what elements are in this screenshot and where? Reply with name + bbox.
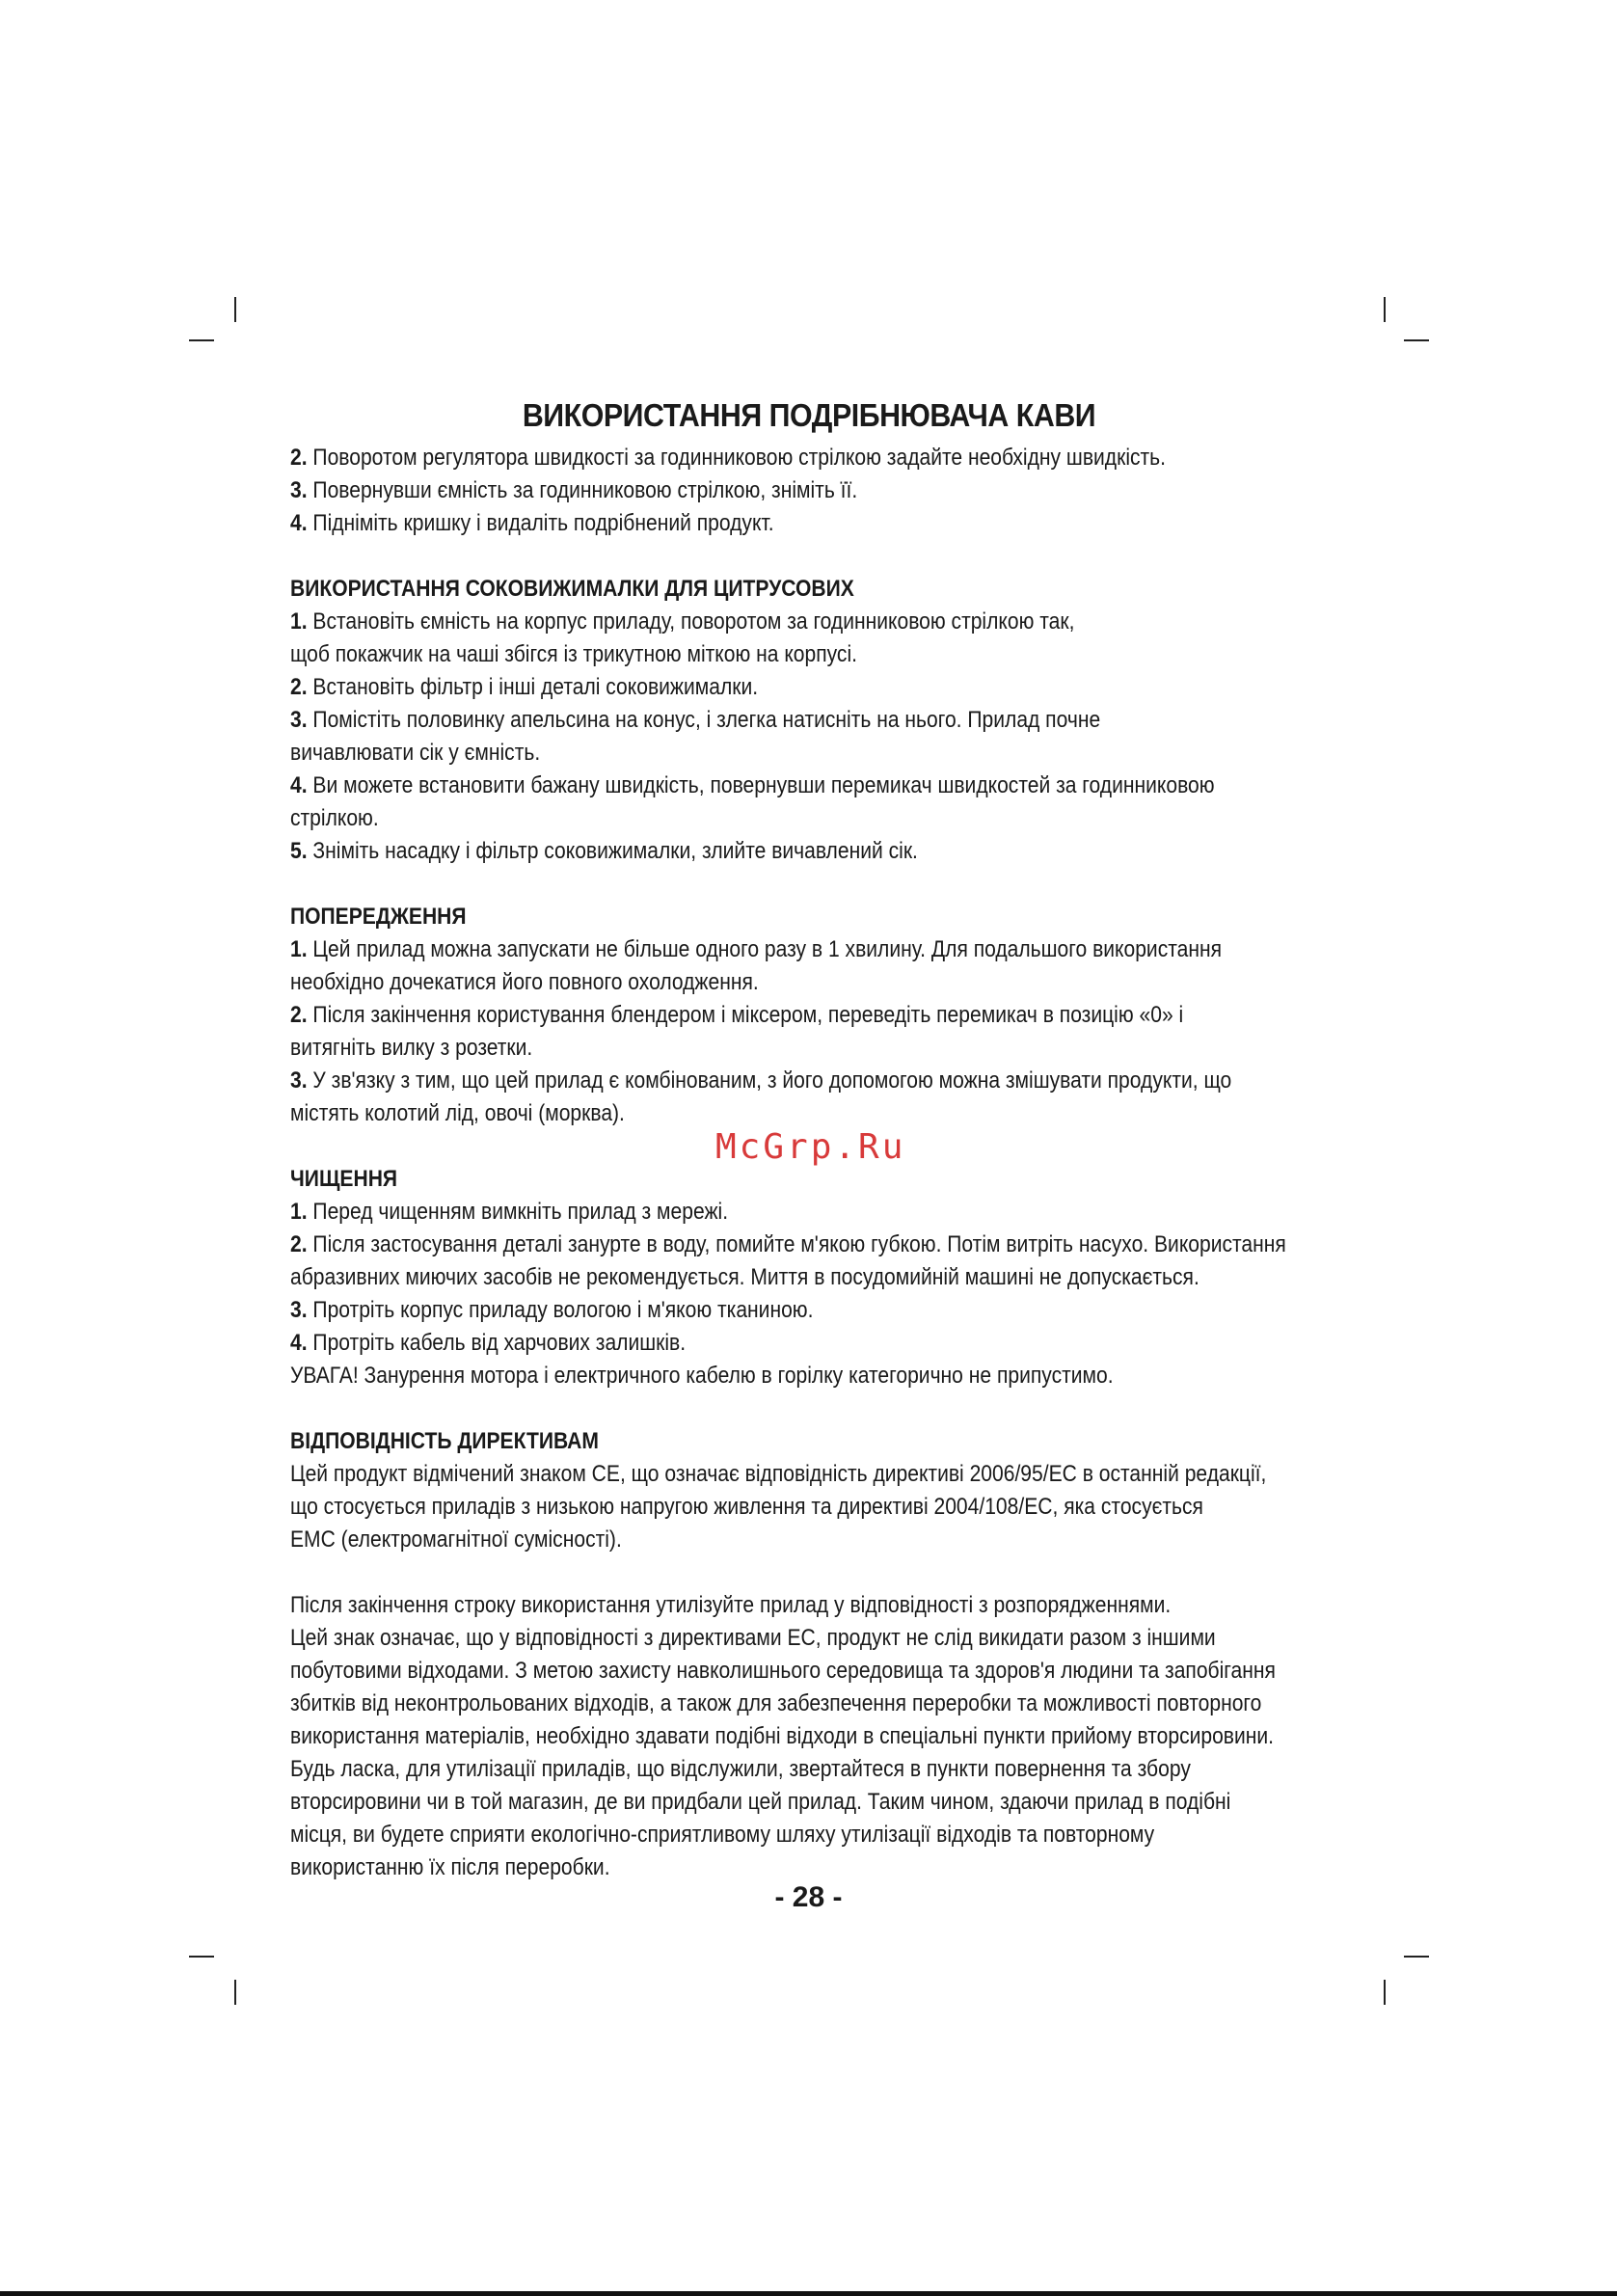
text-line: УВАГА! Занурення мотора і електричного кабелю в горілку категорично не припустимо. (290, 1363, 1114, 1389)
list-item: 1. Встановіть ємність на корпус приладу, поворотом за годинниковою стрілкою так, (290, 608, 1075, 635)
text-line: абразивних миючих засобів не рекомендується. Миття в посудомийній машині не допускається. (290, 1264, 1199, 1290)
watermark-text: McGrp.Ru (715, 1127, 906, 1167)
list-item: 3. У зв'язку з тим, що цей прилад є комбінованим, з його допомогою можна змішувати продукти, що (290, 1067, 1232, 1094)
list-item: 1. Перед чищенням вимкніть прилад з мережі. (290, 1199, 729, 1225)
section-heading: ПОПЕРЕДЖЕННЯ (290, 904, 467, 930)
text-line: Після закінчення строку використання утилізуйте прилад у відповідності з розпорядженнями. (290, 1592, 1172, 1618)
text-line: необхідно дочекатися його повного охолодження. (290, 969, 759, 995)
text-line: збитків від неконтрольованих відходів, а також для забезпечення переробки та можливості повторного (290, 1690, 1262, 1716)
section-heading: ЧИЩЕННЯ (290, 1166, 398, 1192)
text-line: містять колотий лід, овочі (морква). (290, 1100, 625, 1126)
text-line: щоб покажчик на чаші збігся із трикутною міткою на корпусі. (290, 641, 857, 667)
compliance-section (290, 1425, 1328, 1556)
text-line: витягніть вилку з розетки. (290, 1035, 533, 1061)
crop-mark-top-right-horizontal (1404, 339, 1429, 341)
text-line: Цей знак означає, що у відповідності з директивами ЕС, продукт не слід викидати разом з іншими (290, 1625, 1216, 1651)
juicer-section (290, 573, 1328, 868)
list-item: 4. Підніміть кришку і видаліть подрібнений продукт. (290, 510, 774, 536)
list-item: 4. Ви можете встановити бажану швидкість, повернувши перемикач швидкостей за годинниковою (290, 772, 1215, 798)
text-line: стрілкою. (290, 805, 379, 831)
text-line: місця, ви будете сприяти екологічно-сприятливому шляху утилізації відходів та повторному (290, 1822, 1155, 1848)
crop-mark-top-right-vertical (1384, 297, 1386, 322)
section-heading: ВІДПОВІДНІСТЬ ДИРЕКТИВАМ (290, 1428, 599, 1454)
text-line: EMC (електромагнітної сумісності). (290, 1526, 622, 1553)
list-item: 2. Після закінчення користування блендером і міксером, переведіть перемикач в позицію «0» і (290, 1002, 1184, 1028)
crop-mark-bottom-left-vertical (234, 1980, 236, 2005)
cleaning-section (290, 1163, 1328, 1392)
list-item: 4. Протріть кабель від харчових залишків. (290, 1330, 687, 1356)
grinder-steps (290, 442, 1328, 540)
crop-mark-bottom-right-horizontal (1404, 1956, 1429, 1958)
list-item: 5. Зніміть насадку і фільтр соковижималки, злийте вичавлений сік. (290, 838, 918, 864)
page-title: ВИКОРИСТАННЯ ПОДРІБНЮВАЧА КАВИ (522, 397, 1096, 433)
crop-mark-bottom-left-horizontal (189, 1956, 214, 1958)
list-item: 3. Повернувши ємність за годинниковою стрілкою, зніміть її. (290, 477, 858, 503)
text-line: вторсировини чи в той магазин, де ви придбали цей прилад. Таким чином, здаючи прилад в подібні (290, 1789, 1231, 1815)
crop-mark-top-left-vertical (234, 297, 236, 322)
text-line: Цей продукт відмічений знаком CE, що означає відповідність директиві 2006/95/EC в останній редакції, (290, 1461, 1267, 1487)
text-line: побутовими відходами. З метою захисту навколишнього середовища та здоров'я людини та запобігання (290, 1658, 1276, 1684)
section-heading: ВИКОРИСТАННЯ СОКОВИЖИМАЛКИ ДЛЯ ЦИТРУСОВИХ (290, 576, 854, 602)
list-item: 3. Протріть корпус приладу вологою і м'якою тканиною. (290, 1297, 814, 1323)
list-item: 2. Після застосування деталі занурте в воду, помийте м'якою губкою. Потім витріть насухо. Використання (290, 1231, 1286, 1257)
disposal-section (290, 1589, 1328, 1884)
list-item: 2. Встановіть фільтр і інші деталі соковижималки. (290, 674, 759, 700)
bottom-rule (0, 2291, 1617, 2296)
text-line: що стосується приладів з низькою напругою живлення та директиві 2004/108/EC, яка стосується (290, 1494, 1203, 1520)
page-number: - 28 - (774, 1881, 843, 1913)
list-item: 2. Поворотом регулятора швидкості за годинниковою стрілкою задайте необхідну швидкість. (290, 445, 1167, 471)
list-item: 3. Помістіть половинку апельсина на конус, і злегка натисніть на нього. Прилад почне (290, 707, 1101, 733)
text-line: використання матеріалів, необхідно здавати подібні відходи в спеціальні пункти прийому вторсировини. (290, 1723, 1275, 1749)
text-line: використанню їх після переробки. (290, 1854, 610, 1880)
text-line: Будь ласка, для утилізації приладів, що відслужили, звертайтеся в пункти повернення та збору (290, 1756, 1191, 1782)
warning-section (290, 901, 1328, 1130)
text-line: вичавлювати сік у ємність. (290, 740, 541, 766)
list-item: 1. Цей прилад можна запускати не більше одного разу в 1 хвилину. Для подальшого використання (290, 936, 1223, 962)
crop-mark-bottom-right-vertical (1384, 1980, 1386, 2005)
crop-mark-top-left-horizontal (189, 339, 214, 341)
